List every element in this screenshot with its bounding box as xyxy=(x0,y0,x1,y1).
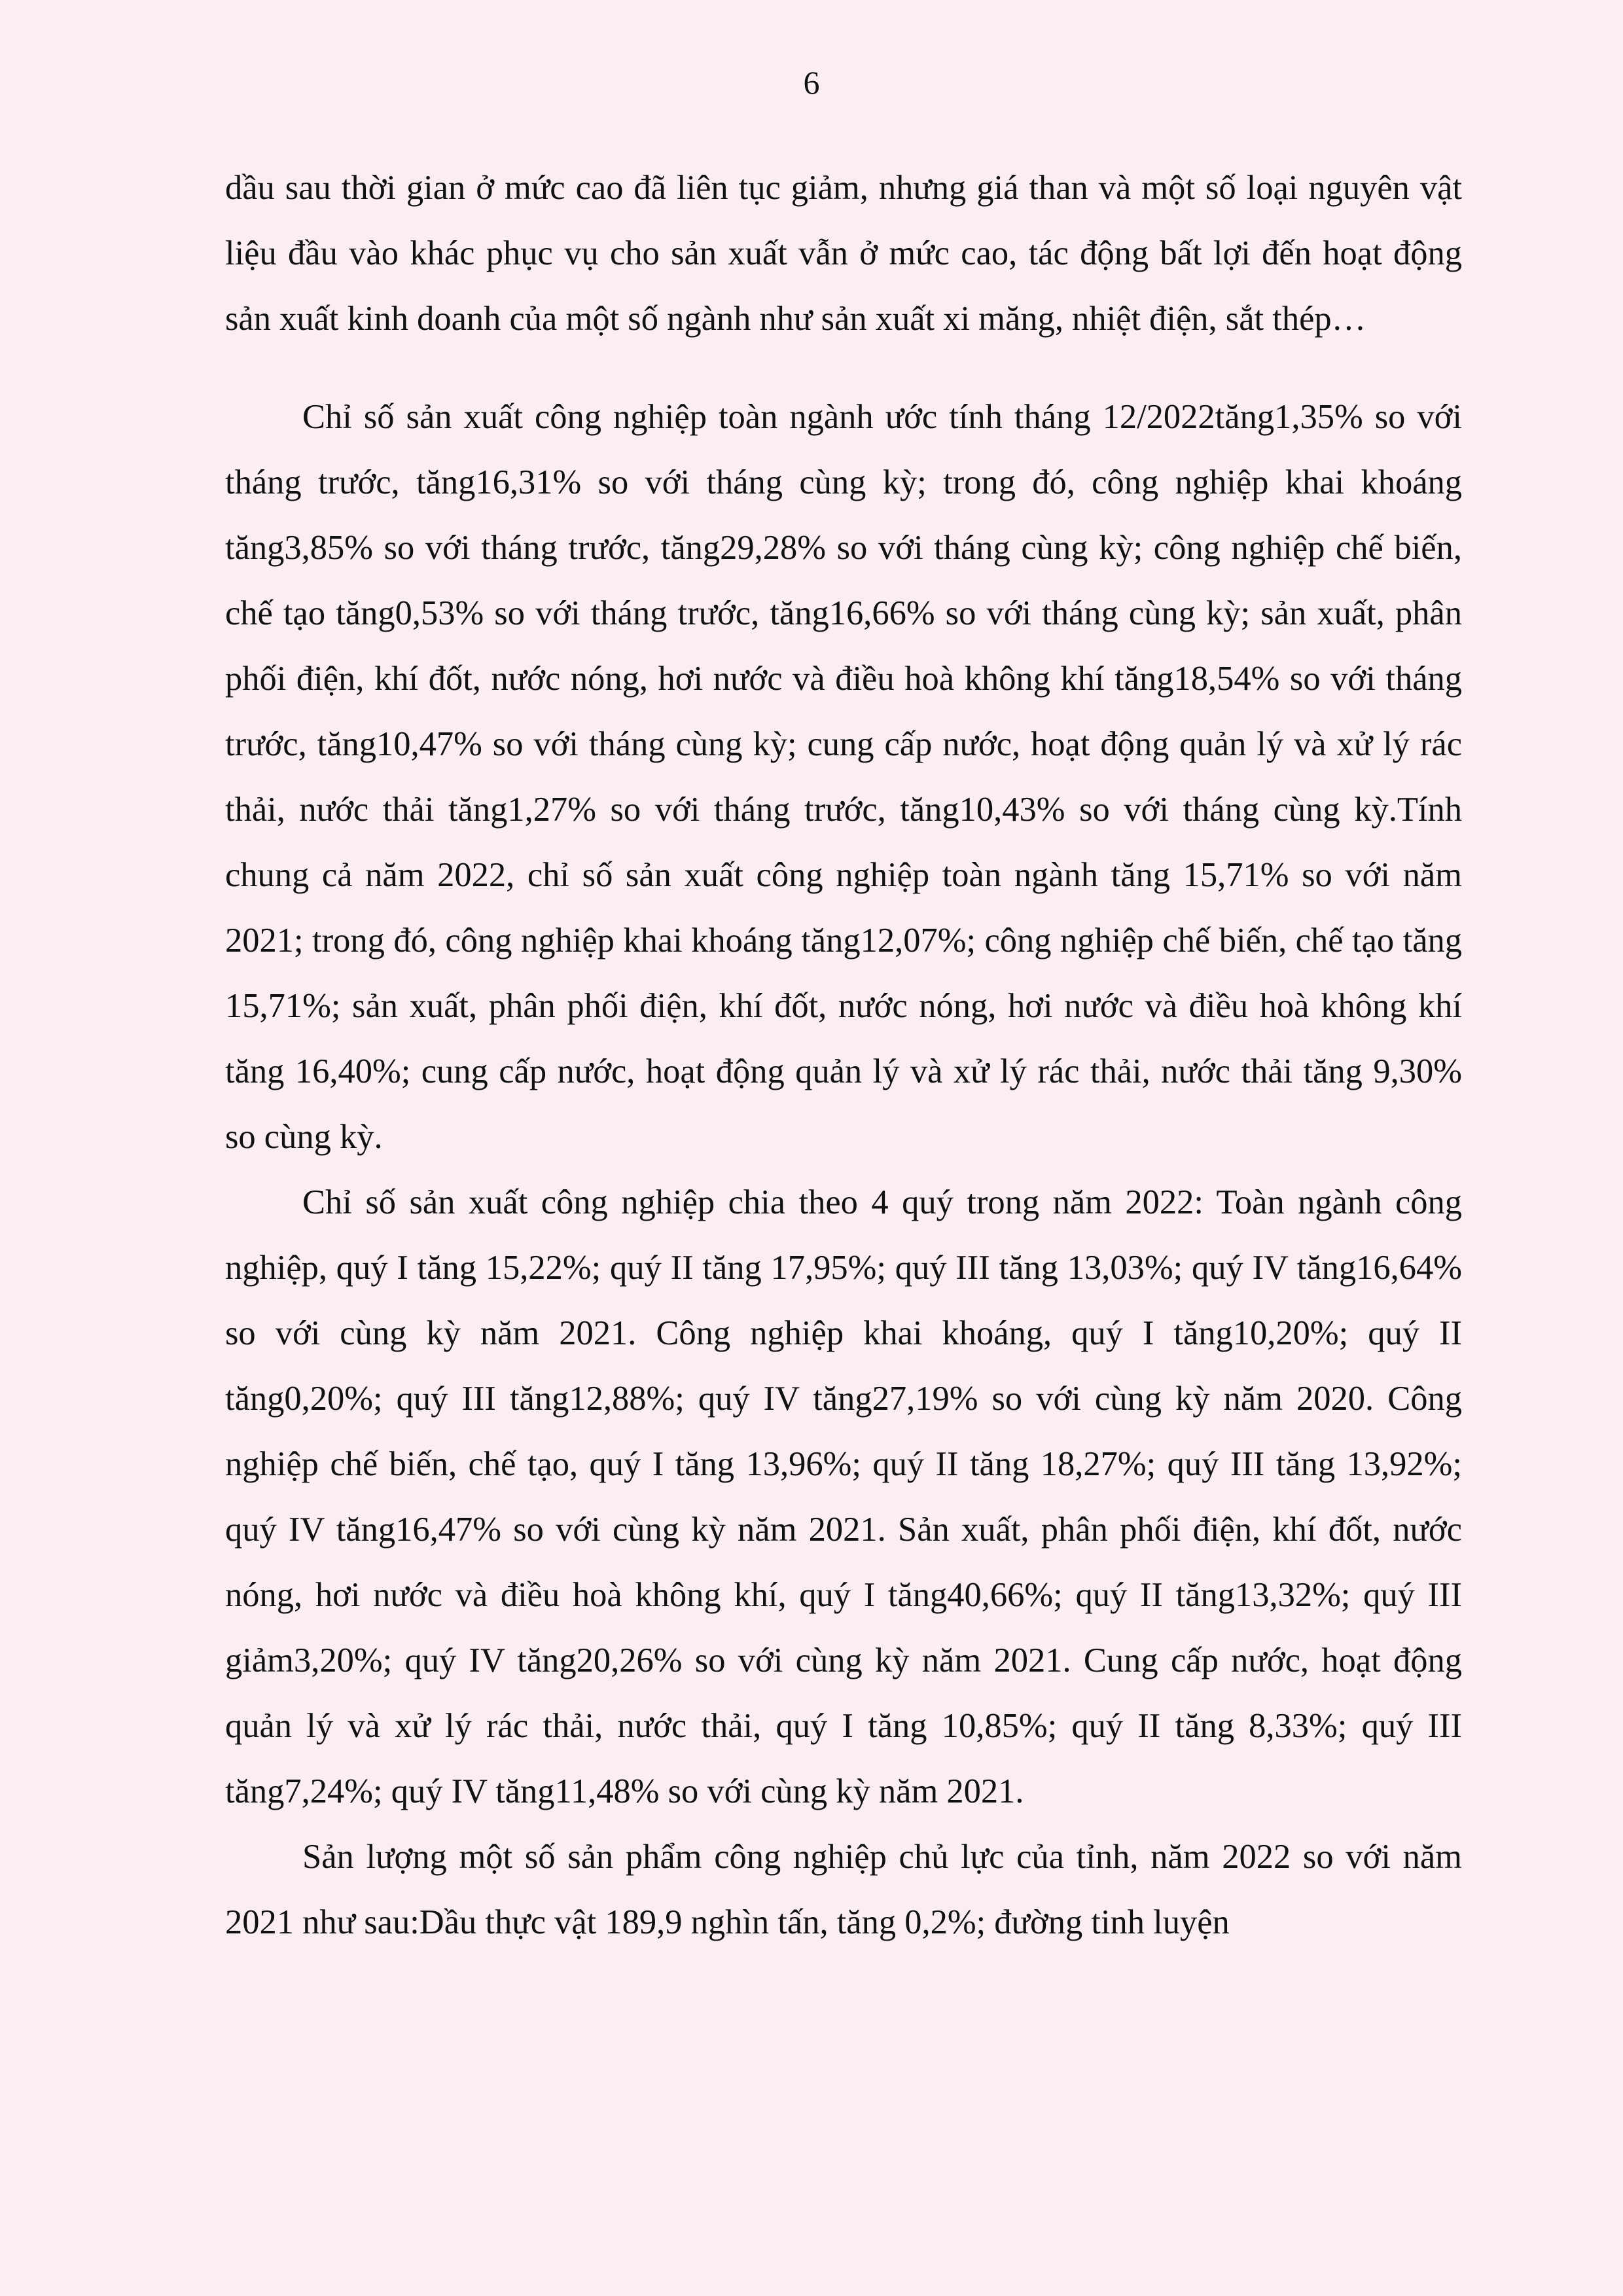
paragraph-product-output: Sản lượng một số sản phẩm công nghiệp chủ lực của tỉnh, năm 2022 so với năm 2021 như sau:Dầu thực vật 189,9 nghìn tấn, tăng 0,2%; đường tinh luyện xyxy=(225,1838,1462,1941)
paragraph-monthly-index: Chỉ số sản xuất công nghiệp toàn ngành ước tính tháng 12/2022tăng1,35% so với tháng trước, tăng16,31% so với tháng cùng kỳ; trong đó, công nghiệp khai khoáng tăng3,85% so với tháng trước, tăng29,28% so với tháng cùng kỳ; công nghiệp chế biến, chế tạo tăng0,53% so với tháng trước, tăng16,66% so với tháng cùng kỳ; sản xuất, phân phối điện, khí đốt, nước nóng, hơi nước và điều hoà không khí tăng18,54% so với tháng trước, tăng10,47% so với tháng cùng kỳ; cung cấp nước, hoạt động quản lý và xử lý rác thải, nước thải tăng1,27% so với tháng trước, tăng10,43% so với tháng cùng kỳ.Tính chung cả năm 2022, chỉ số sản xuất công nghiệp toàn ngành tăng 15,71% so với năm 2021; trong đó, công nghiệp khai khoáng tăng12,07%; công nghiệp chế biến, chế tạo tăng 15,71%; sản xuất, phân phối điện, khí đốt, nước nóng, hơi nước và điều hoà không khí tăng 16,40%; cung cấp nước, hoạt động quản lý và xử lý rác thải, nước thải tăng 9,30% so cùng kỳ. xyxy=(225,398,1462,1156)
document-body xyxy=(225,155,1462,1955)
paragraph-continuation: dầu sau thời gian ở mức cao đã liên tục giảm, nhưng giá than và một số loại nguyên vật liệu đầu vào khác phục vụ cho sản xuất vẫn ở mức cao, tác động bất lợi đến hoạt động sản xuất kinh doanh của một số ngành như sản xuất xi măng, nhiệt điện, sắt thép… xyxy=(225,169,1462,338)
page-number: 6 xyxy=(803,64,820,101)
paragraph-quarterly-index: Chỉ số sản xuất công nghiệp chia theo 4 quý trong năm 2022: Toàn ngành công nghiệp, quý I tăng 15,22%; quý II tăng 17,95%; quý III tăng 13,03%; quý IV tăng16,64% so với cùng kỳ năm 2021. Công nghiệp khai khoáng, quý I tăng10,20%; quý II tăng0,20%; quý III tăng12,88%; quý IV tăng27,19% so với cùng kỳ năm 2020. Công nghiệp chế biến, chế tạo, quý I tăng 13,96%; quý II tăng 18,27%; quý III tăng 13,92%; quý IV tăng16,47% so với cùng kỳ năm 2021. Sản xuất, phân phối điện, khí đốt, nước nóng, hơi nước và điều hoà không khí, quý I tăng40,66%; quý II tăng13,32%; quý III giảm3,20%; quý IV tăng20,26% so với cùng kỳ năm 2021. Cung cấp nước, hoạt động quản lý và xử lý rác thải, nước thải, quý I tăng 10,85%; quý II tăng 8,33%; quý III tăng7,24%; quý IV tăng11,48% so với cùng kỳ năm 2021. xyxy=(225,1183,1462,1810)
